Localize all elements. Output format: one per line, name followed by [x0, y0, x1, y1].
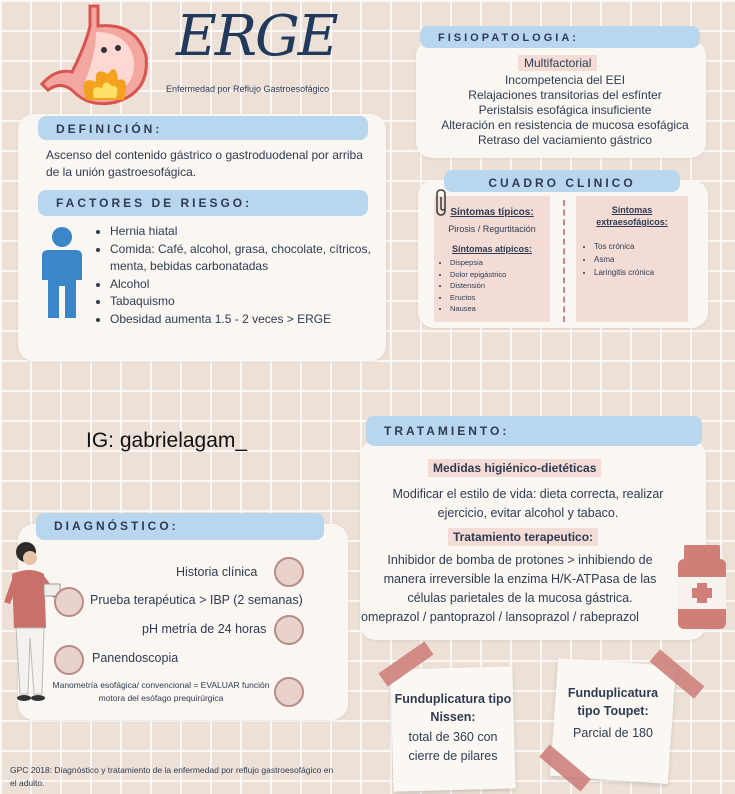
diagnostico-heading: DIAGNÓSTICO:	[36, 513, 324, 540]
stomach-icon	[38, 4, 158, 114]
sintomas-extra-title: Síntomas extraesofágicos:	[596, 205, 668, 227]
terapeutico-title: Tratamiento terapeutico:	[448, 528, 598, 546]
person-icon	[40, 226, 84, 322]
list-item: • Nausea	[450, 303, 506, 315]
diagnostico-item: Panendoscopia	[92, 651, 179, 665]
list-item: • Alcohol	[110, 276, 380, 294]
diagnostico-bullet	[274, 557, 304, 587]
list-item: • Distensión	[450, 280, 506, 292]
footer-citation: GPC 2018: Diagnóstico y tratamiento de la enfermedad por reflujo gastroesofágico en el adulto.	[10, 765, 334, 788]
diagnostico-bullet	[54, 587, 84, 617]
list-item: Relajaciones transitorias del esfínter	[468, 88, 662, 102]
toupet-text: Parcial de 180	[573, 726, 653, 740]
definicion-heading: DEFINICIÓN:	[38, 116, 368, 140]
fisiopatologia-list	[420, 73, 710, 148]
list-item: Retraso del vaciamiento gástrico	[477, 133, 653, 147]
list-item: • Eructos	[450, 292, 506, 304]
definicion-text: Ascenso del contenido gástrico o gastroduodenal por arriba de la unión gastroesofágica.	[46, 148, 363, 179]
sintomas-tipicos-title: Síntomas típicos:	[450, 207, 534, 218]
toupet-title: Funduplicatura tipo Toupet:	[567, 686, 659, 718]
list-item: • Tabaquismo	[110, 293, 380, 311]
medidas-title: Medidas higiénico-dietéticas	[428, 459, 601, 477]
diagnostico-item: Historia clínica	[176, 565, 258, 579]
fisiopatologia-heading: FISIOPATOLOGIA:	[420, 26, 700, 48]
multifactorial-badge: Multifactorial	[518, 55, 597, 71]
diagnostico-item: pH metría de 24 horas	[142, 622, 267, 636]
list-item: Incompetencia del EEI	[504, 73, 626, 87]
list-item: Peristalsis esofágica insuficiente	[478, 103, 652, 117]
nissen-text: total de 360 con cierre de pilares	[408, 730, 498, 763]
list-item: • Hernia hiatal	[110, 223, 380, 241]
diagnostico-bullet	[274, 677, 304, 707]
atipicos-list	[438, 257, 506, 315]
drugs-text: omeprazol / pantoprazol / lansoprazol / rabeprazol	[361, 610, 639, 624]
list-item: • Laringitis crónica	[594, 266, 654, 279]
factores-list	[92, 223, 380, 328]
manometria-text: Manometría esofágica/ convencional = EVALUAR función motora del esófago prequirúrgica	[52, 680, 270, 703]
factores-heading: FACTORES DE RIESGO:	[38, 190, 368, 216]
list-item: Alteración en resistencia de mucosa esofágica	[441, 118, 689, 132]
sintomas-atipicos-title: Síntomas atípicos:	[451, 244, 532, 254]
divider	[563, 200, 565, 322]
terapeutico-text: Inhibidor de bomba de protones > inhibiendo de manera irreversible la enzima H/K-ATPasa de las células parietales de la mucosa gástrica.	[383, 553, 657, 605]
extra-list	[582, 240, 654, 279]
pill-bottle-icon	[676, 545, 728, 636]
page-title: ERGE	[176, 4, 337, 69]
diagnostico-item: Prueba terapéutica > IBP (2 semanas)	[90, 593, 303, 607]
cuadro-heading: CUADRO CLINICO	[444, 170, 680, 192]
nissen-title: Funduplicatura tipo Nissen:	[394, 692, 512, 724]
list-item: • Tos crónica	[594, 240, 654, 253]
page-subtitle: Enfermedad por Reflujo Gastroesofágico	[166, 84, 330, 94]
list-item: • Comida: Café, alcohol, grasa, chocolate, cítricos, menta, bebidas carbonatadas	[110, 241, 380, 276]
instagram-handle: IG: gabrielagam_	[86, 429, 248, 452]
list-item: • Asma	[594, 253, 654, 266]
diagnostico-bullet	[274, 615, 304, 645]
diagnostico-bullet	[54, 645, 84, 675]
sintomas-tipicos-text: Pirosis / Regurtitación	[448, 224, 536, 234]
medidas-text: Modificar el estilo de vida: dieta correcta, realizar ejercicio, evitar alcohol y tabaco.	[392, 487, 664, 520]
list-item: • Obesidad aumenta 1.5 - 2 veces > ERGE	[110, 311, 380, 329]
tratamiento-heading: TRATAMIENTO:	[366, 416, 702, 446]
list-item: • Dolor epigástrico	[450, 269, 506, 281]
list-item: • Dispepsia	[450, 257, 506, 269]
